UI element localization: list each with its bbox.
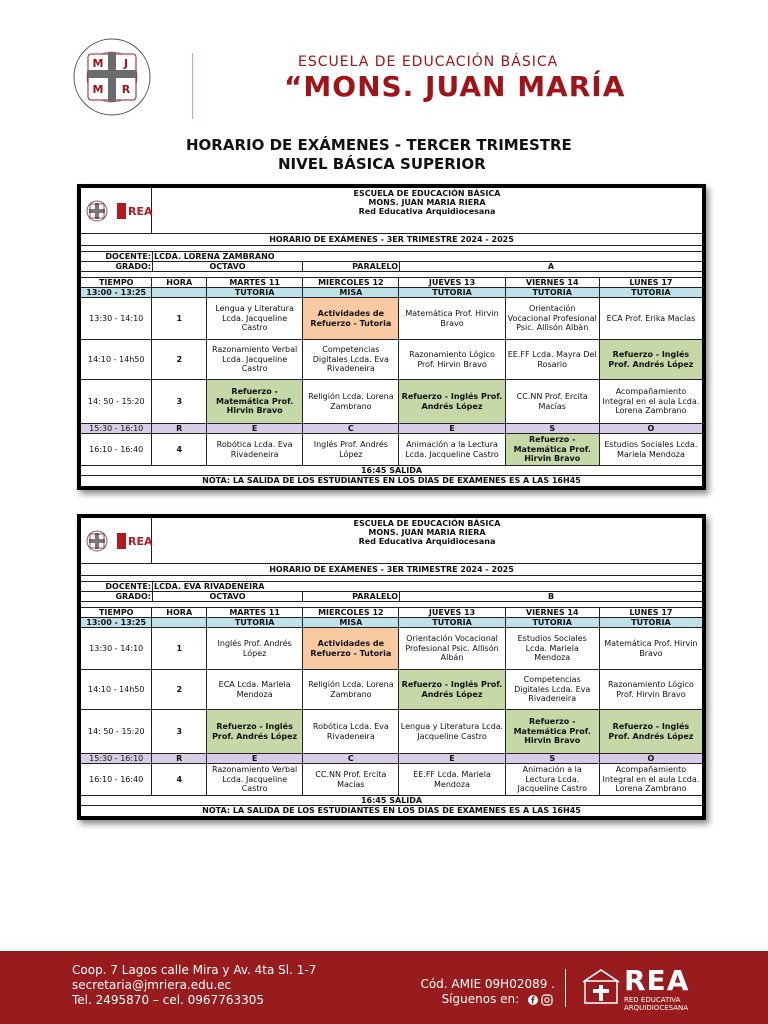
grado-label: GRADO:	[81, 262, 153, 271]
header-network: Red Educativa Arquidiocesana	[358, 207, 496, 217]
column-header: VIERNES 14	[506, 608, 600, 617]
schedule-paralelo-b	[77, 514, 706, 820]
exam-cell: ECA Prof. Erika Macías	[606, 313, 696, 323]
column-header: HORA	[152, 608, 207, 617]
footer-info	[420, 977, 555, 1007]
time-cell: 13:00 - 13:25	[81, 288, 152, 297]
column-header: MARTES 11	[207, 608, 303, 617]
recess-row	[81, 424, 702, 434]
school-name: “MONS. JUAN MARÍA	[284, 70, 626, 103]
footer-email[interactable]: secretaria@jmriera.edu.ec	[72, 978, 232, 992]
facebook-icon[interactable]	[528, 995, 538, 1005]
footer-follow	[420, 992, 555, 1007]
seal-letter-m2: M	[92, 83, 104, 96]
footer-follow-label: Síguenos en:	[441, 992, 520, 1006]
exam-cell: Refuerzo - Inglés Prof. Andrés López	[399, 670, 505, 709]
exam-cell: Animación a la Lectura Lcda. Jacqueline Castro	[506, 764, 600, 795]
rea-wordmark: REA	[624, 964, 690, 997]
grado-row	[81, 592, 702, 602]
nota-row	[81, 476, 702, 486]
docente-name: LCDA. LORENA ZAMBRANO	[154, 251, 275, 261]
exam-cell: Actividades de Refuerzo - Tutoria	[303, 628, 399, 669]
exam-cell: Acompañamiento Integral en el aula Lcda. Lorena Zambrano	[602, 765, 700, 794]
exam-cell: Religión Lcda. Lorena Zambrano	[303, 670, 399, 709]
exam-cell: CC.NN Prof. Ercita Macías	[303, 764, 399, 795]
tutoria-cell: TUTORIA	[506, 288, 600, 297]
salida-text: 16:45 SALIDA	[360, 795, 423, 805]
exam-cell: Refuerzo - Inglés Prof. Andrés López	[600, 340, 702, 379]
slot-row	[81, 380, 702, 424]
recess-letter: S	[506, 754, 600, 763]
time-cell: 15:30 - 16:10	[81, 424, 152, 433]
recess-row	[81, 754, 702, 764]
time-cell: 13:30 - 14:10	[81, 628, 152, 669]
slot-row	[81, 340, 702, 380]
header-school-name: MONS. JUAN MARIA RIERA	[368, 528, 486, 538]
footer-amie: Cód. AMIE 09H02089 .	[420, 977, 555, 991]
docente-label: DOCENTE:	[81, 582, 153, 591]
tutoria-cell: MISA	[303, 618, 399, 627]
rea-logo	[582, 964, 690, 1012]
recess-letter: E	[399, 424, 505, 433]
schedule-title-row	[81, 564, 702, 576]
recess-letter: E	[399, 754, 505, 763]
schedule-paralelo-a	[77, 184, 706, 490]
footer-address: Coop. 7 Lagos calle Mira y Av. 4ta Sl. 1-7	[72, 963, 317, 977]
exam-cell: Lengua y Literatura Lcda. Jacqueline Castro	[399, 710, 505, 753]
slot-row	[81, 298, 702, 340]
footer-contact	[72, 963, 316, 1008]
header-school: ESCUELA DE EDUCACIÓN BÁSICA	[353, 519, 501, 528]
hora-cell	[152, 618, 207, 627]
recess-letter: S	[506, 424, 600, 433]
footer-phone: Tel. 2495870 – cel. 0967763305	[72, 993, 264, 1007]
exam-cell: Religión Lcda. Lorena Zambrano	[303, 380, 399, 423]
school-seal-logo	[66, 36, 158, 118]
nota-row	[81, 806, 702, 816]
docente-label: DOCENTE:	[81, 252, 153, 261]
docente-row	[81, 252, 702, 262]
time-cell: 14: 50 - 15:20	[81, 710, 152, 753]
column-header: JUEVES 13	[399, 278, 505, 287]
hora-cell: 2	[152, 340, 207, 379]
hora-cell	[152, 288, 207, 297]
exam-cell: Refuerzo - Matemática Prof. Hirvin Bravo	[506, 434, 600, 465]
rea-mini-text: REA	[127, 204, 152, 218]
exam-cell: Orientación Vocacional Profesional Psic. Allisón Albán	[399, 628, 505, 669]
column-header-row	[81, 608, 702, 618]
time-cell: 13:30 - 14:10	[81, 298, 152, 339]
exam-cell: Acompañamiento Integral en el aula Lcda. Lorena Zambrano	[602, 387, 700, 416]
tutoria-cell: TUTORIA	[207, 618, 303, 627]
column-header: MIERCOLES 12	[303, 278, 399, 287]
time-cell: 14:10 - 14h50	[81, 340, 152, 379]
exam-cell: Competencias Digitales Lcda. Eva Rivadeneira	[303, 340, 399, 379]
exam-cell: Razonamiento Verbal Lcda. Jacqueline Castro	[207, 340, 303, 379]
time-cell: 13:00 - 13:25	[81, 618, 152, 627]
rea-emblem-icon	[582, 967, 620, 1007]
column-header: JUEVES 13	[399, 608, 505, 617]
exam-cell: EE.FF Lcda. Mayra Del Rosario	[506, 340, 600, 379]
tutoria-cell: TUTORIA	[506, 618, 600, 627]
tutoria-cell: TUTORIA	[207, 288, 303, 297]
exam-cell: Competencias Digitales Lcda. Eva Rivadeneira	[506, 670, 600, 709]
column-header: MIERCOLES 12	[303, 608, 399, 617]
recess-letter: O	[600, 754, 702, 763]
exam-cell: CC.NN Prof. Ercita Macías	[506, 380, 600, 423]
exam-cell: Animación a la Lectura Lcda. Jacqueline Castro	[399, 434, 505, 465]
rea-subtitle-line2: ARQUIDIOCESANA	[624, 1004, 689, 1012]
exam-cell: Inglés Prof. Andrés López	[303, 434, 399, 465]
tutoria-cell: TUTORIA	[399, 288, 505, 297]
exam-cell: Robótica Lcda. Eva Rivadeneira	[303, 710, 399, 753]
header-network: Red Educativa Arquidiocesana	[358, 537, 496, 547]
tutoria-cell: TUTORIA	[600, 618, 702, 627]
rea-mini-text: REA	[127, 534, 152, 548]
exam-cell: Refuerzo - Inglés Prof. Andrés López	[399, 380, 505, 423]
exam-cell: Matemática Prof. Hirvin Bravo	[604, 638, 698, 658]
column-header: MARTES 11	[207, 278, 303, 287]
time-cell: 16:10 - 16:40	[81, 764, 152, 795]
tutoria-cell: TUTORIA	[600, 288, 702, 297]
footer	[0, 951, 768, 1024]
hora-cell: 4	[152, 434, 207, 465]
schedule-title: HORARIO DE EXÁMENES - 3ER TRIMESTRE 2024 - 2025	[269, 564, 514, 574]
header-logos	[81, 518, 152, 563]
column-header-row	[81, 278, 702, 288]
exam-cell: Actividades de Refuerzo - Tutoria	[303, 298, 399, 339]
slot-row	[81, 670, 702, 710]
tutoria-cell: TUTORIA	[399, 618, 505, 627]
nota-text: NOTA: LA SALIDA DE LOS ESTUDIANTES EN LOS DÍAS DE EXÁMENES ES A LAS 16H45	[202, 806, 581, 816]
recess-letter: C	[303, 754, 399, 763]
hora-cell: 3	[152, 380, 207, 423]
header-school: ESCUELA DE EDUCACIÓN BÁSICA	[353, 189, 501, 198]
docente-name: LCDA. EVA RIVADENEIRA	[154, 581, 265, 591]
paralelo-label: PARALELO	[303, 592, 400, 601]
exam-cell: Inglés Prof. Andrés López	[207, 628, 303, 669]
header-names	[152, 518, 702, 563]
tutoria-cell: MISA	[303, 288, 399, 297]
recess-letter: R	[152, 424, 207, 433]
paralelo-value: B	[547, 591, 555, 601]
schedule-title: HORARIO DE EXÁMENES - 3ER TRIMESTRE 2024 - 2025	[269, 234, 514, 244]
slot-row	[81, 710, 702, 754]
seal-letter-m1: M	[92, 57, 104, 70]
header-divider	[192, 53, 193, 119]
rea-mini-logo-icon	[117, 530, 152, 552]
seal-letter-j: J	[123, 57, 129, 70]
paralelo-value: A	[547, 261, 555, 271]
column-header: LUNES 17	[629, 277, 673, 287]
slot-row	[81, 764, 702, 796]
recess-letter: E	[207, 424, 303, 433]
header-school-name: MONS. JUAN MARIA RIERA	[368, 198, 486, 208]
footer-divider	[565, 969, 566, 1007]
exam-cell: Razonamiento Verbal Lcda. Jacqueline Castro	[207, 764, 303, 795]
hora-cell: 3	[152, 710, 207, 753]
hora-cell: 4	[152, 764, 207, 795]
docente-row	[81, 582, 702, 592]
recess-letter: O	[600, 424, 702, 433]
recess-letter: C	[303, 424, 399, 433]
nota-text: NOTA: LA SALIDA DE LOS ESTUDIANTES EN LOS DÍAS DE EXÁMENES ES A LAS 16H45	[202, 476, 581, 486]
grado-row	[81, 262, 702, 272]
column-header: TIEMPO	[81, 608, 152, 617]
school-seal-mini-icon	[86, 530, 108, 552]
paralelo-label: PARALELO	[303, 262, 400, 271]
tutoria-row	[81, 618, 702, 628]
column-header: HORA	[152, 278, 207, 287]
exam-cell: Refuerzo - Matemática Prof. Hirvin Bravo	[506, 710, 600, 753]
school-seal-mini-icon	[86, 200, 108, 222]
hora-cell: 2	[152, 670, 207, 709]
recess-letter: E	[207, 754, 303, 763]
slot-row	[81, 434, 702, 466]
hora-cell: 1	[152, 628, 207, 669]
page-title: HORARIO DE EXÁMENES - TERCER TRIMESTRE	[186, 136, 572, 154]
grado-label: GRADO:	[81, 592, 153, 601]
exam-cell: Robótica Lcda. Eva Rivadeneira	[207, 434, 303, 465]
schedule-header	[81, 518, 702, 564]
grado-value: OCTAVO	[153, 592, 303, 601]
exam-cell: Refuerzo - Inglés Prof. Andrés López	[600, 710, 702, 753]
exam-cell: Refuerzo - Inglés Prof. Andrés López	[207, 710, 303, 753]
exam-cell: Lengua y Literatura Lcda. Jacqueline Castro	[207, 298, 303, 339]
salida-text: 16:45 SALIDA	[360, 465, 423, 475]
salida-row	[81, 796, 702, 806]
column-header: VIERNES 14	[506, 278, 600, 287]
tutoria-row	[81, 288, 702, 298]
exam-cell: ECA Lcda. Mariela Mendoza	[207, 670, 303, 709]
page-subtitle: NIVEL BÁSICA SUPERIOR	[278, 155, 486, 173]
column-header: LUNES 17	[629, 607, 673, 617]
rea-mini-logo-icon	[117, 200, 152, 222]
time-cell: 14: 50 - 15:20	[81, 380, 152, 423]
exam-cell: Razonamiento Lógico Prof. Hirvin Bravo	[608, 679, 694, 699]
schedule-title-row	[81, 234, 702, 246]
exam-cell: Razonamiento Lógico Prof. Hirvin Bravo	[399, 340, 505, 379]
salida-row	[81, 466, 702, 476]
slot-row	[81, 628, 702, 670]
grado-value: OCTAVO	[153, 262, 303, 271]
exam-cell: Estudios Sociales Lcda. Mariela Mendoza	[604, 439, 698, 459]
recess-letter: R	[152, 754, 207, 763]
header-logos	[81, 188, 152, 233]
seal-letter-r: R	[121, 83, 131, 96]
time-cell: 14:10 - 14h50	[81, 670, 152, 709]
exam-cell: Matemática Prof. Hirvin Bravo	[399, 298, 505, 339]
rea-subtitle-line1: RED EDUCATIVA	[624, 996, 681, 1004]
exam-cell: EE.FF Lcda. Mariela Mendoza	[399, 764, 505, 795]
exam-cell: Refuerzo - Matemática Prof. Hirvin Bravo	[207, 380, 303, 423]
schedule-header	[81, 188, 702, 234]
exam-cell: Orientación Vocacional Profesional Psic. Allisón Albán	[506, 298, 600, 339]
column-header: TIEMPO	[81, 278, 152, 287]
time-cell: 16:10 - 16:40	[81, 434, 152, 465]
instagram-icon[interactable]	[542, 995, 552, 1005]
hora-cell: 1	[152, 298, 207, 339]
exam-cell: Estudios Sociales Lcda. Mariela Mendoza	[506, 628, 600, 669]
header-names	[152, 188, 702, 233]
rea-subtitle	[624, 996, 688, 1012]
time-cell: 15:30 - 16:10	[81, 754, 152, 763]
school-type: ESCUELA DE EDUCACIÓN BÁSICA	[298, 54, 559, 70]
